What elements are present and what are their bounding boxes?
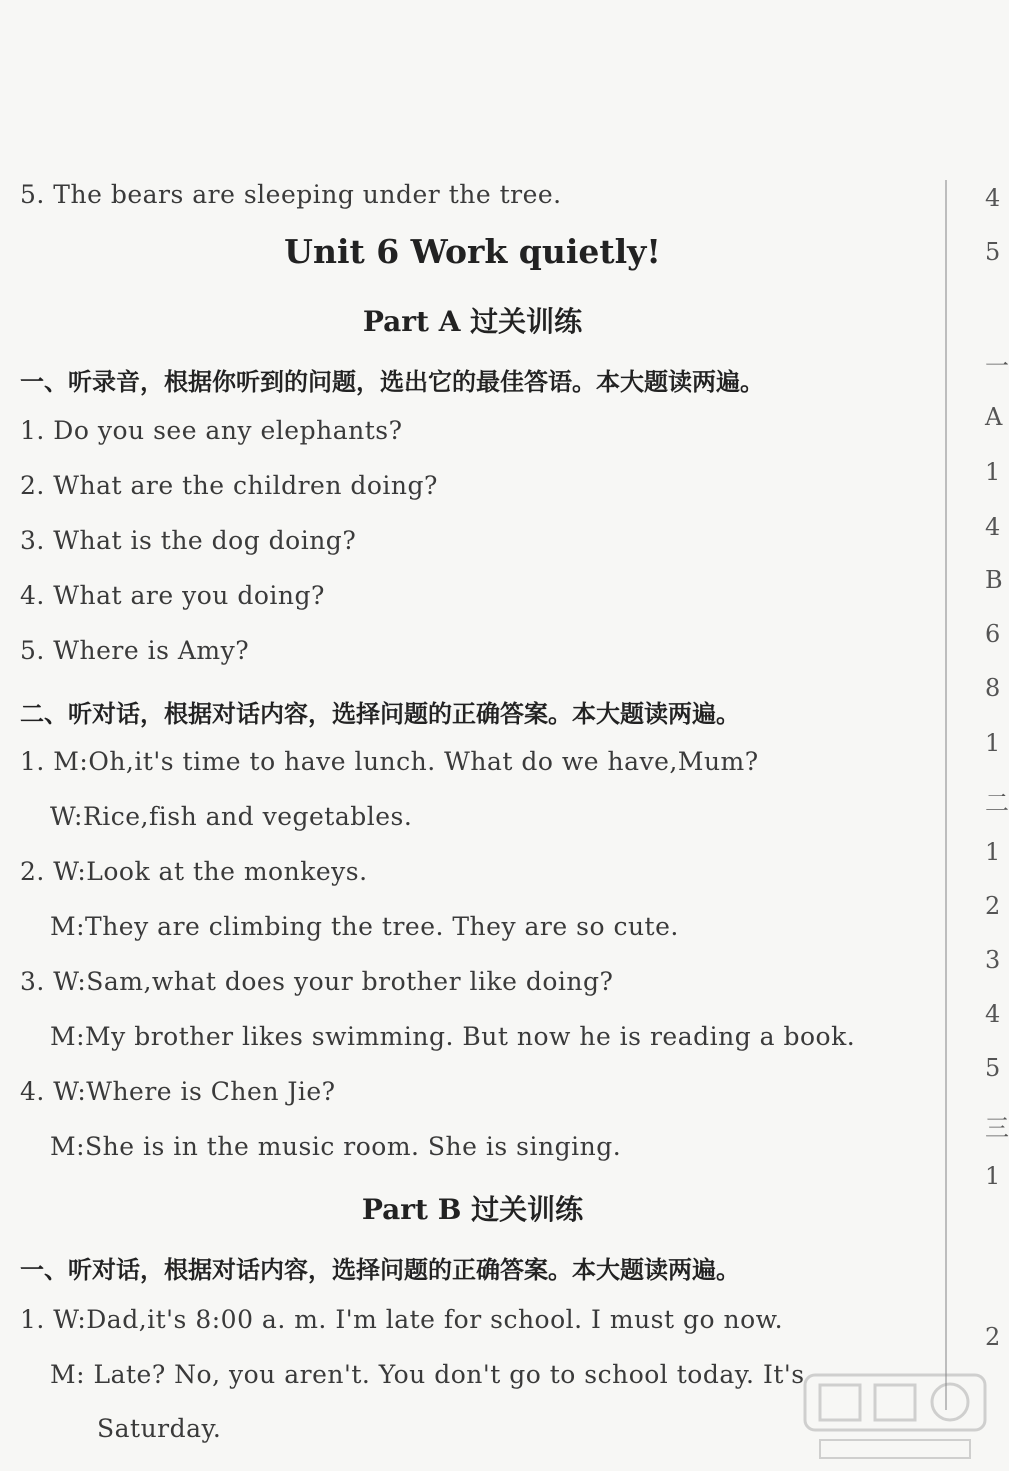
part-a-section-1-heading: 一、听录音，根据你听到的问题，选出它的最佳答语。本大题读两遍。: [20, 368, 764, 396]
watermark-logo: [800, 1370, 990, 1465]
margin-item: 4: [985, 184, 1001, 212]
part-a-title: Part A 过关训练: [362, 305, 583, 338]
part-b-section-1-heading: 一、听对话，根据对话内容，选择问题的正确答案。本大题读两遍。: [20, 1256, 740, 1284]
margin-item: 1: [985, 729, 1001, 757]
list-item: 2. What are the children doing?: [20, 471, 438, 500]
margin-item: B: [985, 566, 1003, 594]
margin-item: 4: [985, 513, 1001, 541]
dialogue-line: M:They are climbing the tree. They are so cute.: [50, 912, 679, 941]
dialogue-line: M:She is in the music room. She is singing.: [50, 1132, 622, 1161]
margin-item: 8: [985, 674, 1001, 702]
margin-item: 3: [985, 946, 1001, 974]
margin-item: 2: [985, 892, 1001, 920]
dialogue-line: 1. M:Oh,it's time to have lunch. What do we have,Mum?: [20, 747, 759, 776]
dialogue-line: W:Rice,fish and vegetables.: [50, 802, 413, 831]
margin-item: 2: [985, 1323, 1001, 1351]
margin-item: 1: [985, 458, 1001, 486]
margin-item: 1: [985, 838, 1001, 866]
column-divider: [945, 180, 947, 1410]
dialogue-line: M: Late? No, you aren't. You don't go to school today. It's: [50, 1360, 805, 1389]
unit-title: Unit 6 Work quietly!: [284, 232, 661, 271]
margin-item: 4: [985, 1000, 1001, 1028]
list-item: 1. Do you see any elephants?: [20, 416, 403, 445]
margin-item: 一: [985, 352, 1009, 380]
previous-answer-line: 5. The bears are sleeping under the tree.: [20, 180, 562, 209]
margin-item: 三: [985, 1114, 1009, 1142]
margin-item: A: [985, 403, 1003, 431]
margin-item: 1: [985, 1162, 1001, 1190]
list-item: 5. Where is Amy?: [20, 636, 250, 665]
part-b-title: Part B 过关训练: [361, 1193, 584, 1226]
list-item: 3. What is the dog doing?: [20, 526, 357, 555]
dialogue-line: 2. W:Look at the monkeys.: [20, 857, 368, 886]
dialogue-line: 3. W:Sam,what does your brother like doing?: [20, 967, 614, 996]
dialogue-line: 4. W:Where is Chen Jie?: [20, 1077, 336, 1106]
dialogue-line: 1. W:Dad,it's 8:00 a. m. I'm late for school. I must go now.: [20, 1305, 784, 1334]
dialogue-line: M:My brother likes swimming. But now he is reading a book.: [50, 1022, 856, 1051]
part-a-section-2-heading: 二、听对话，根据对话内容，选择问题的正确答案。本大题读两遍。: [20, 700, 740, 728]
list-item: 4. What are you doing?: [20, 581, 325, 610]
margin-item: 5: [985, 1054, 1001, 1082]
margin-item: 二: [985, 789, 1009, 817]
margin-item: 6: [985, 620, 1001, 648]
dialogue-line: Saturday.: [97, 1414, 222, 1443]
margin-item: 5: [985, 238, 1001, 266]
